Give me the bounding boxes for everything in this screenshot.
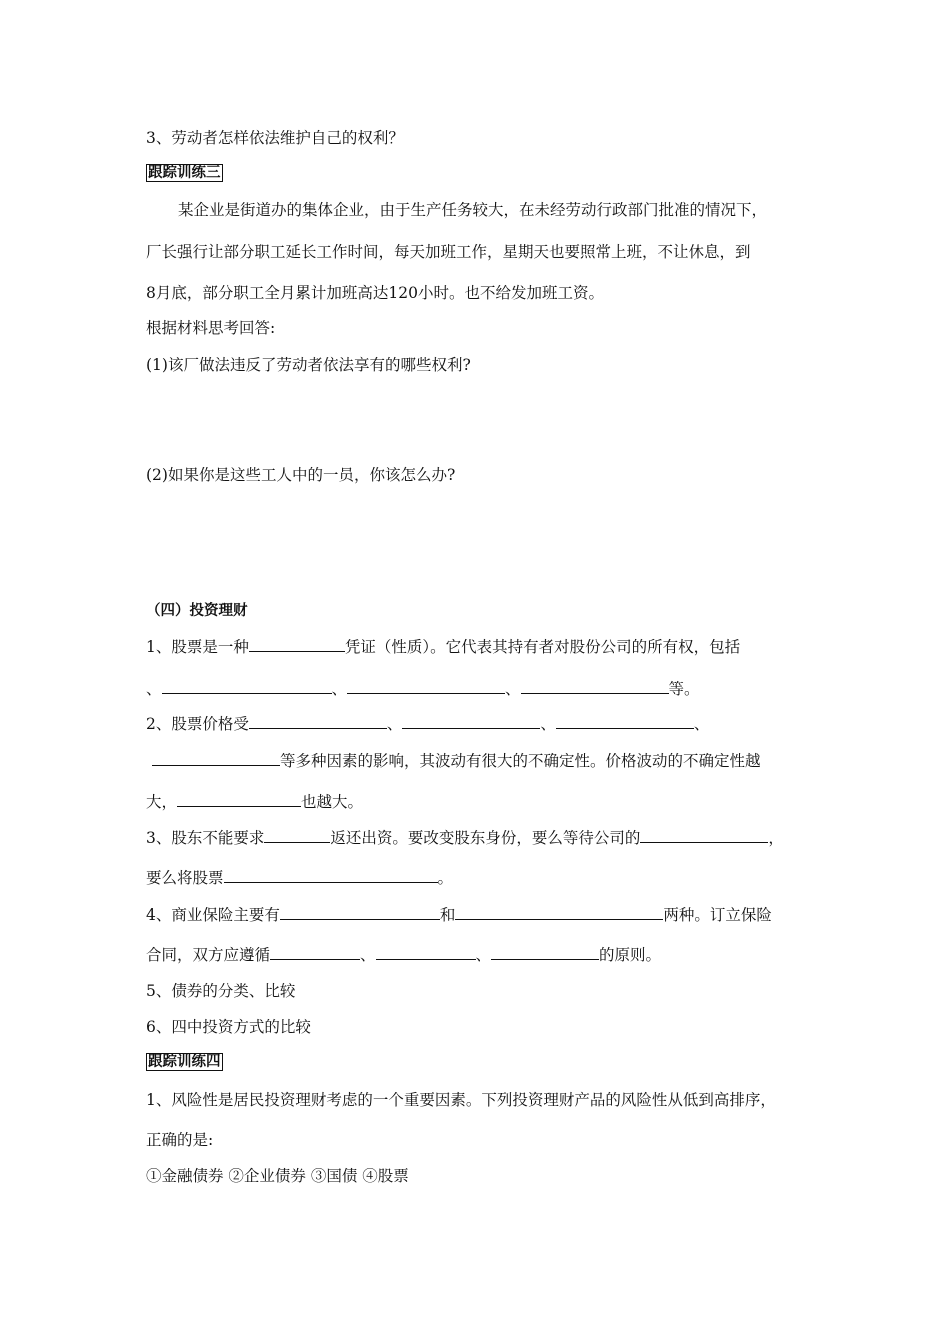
track-4-options: ①金融债券 ②企业债券 ③国债 ④股票	[146, 1167, 409, 1185]
blank-field[interactable]	[491, 945, 599, 960]
blank-field[interactable]	[455, 905, 663, 920]
track-3-heading-line	[146, 162, 223, 183]
item-3-line-1: 3、股东不能要求 返还出资。要改变股东身份，要么等待公司的 ，	[146, 829, 784, 847]
blank-field[interactable]	[270, 945, 360, 960]
blank-field[interactable]	[264, 828, 330, 843]
blank-field[interactable]	[162, 679, 332, 694]
section-4-title: （四）投资理财	[146, 603, 248, 619]
item-5: 5、债券的分类、比较	[146, 982, 296, 1000]
track-4-heading-line	[146, 1051, 223, 1072]
item-2-line-3: 大， 也越大。	[146, 793, 364, 811]
blank-field[interactable]	[280, 905, 440, 920]
item-4-line-2: 合同，双方应遵循 、 、 的原则。	[146, 946, 662, 964]
item-3-line-2: 要么将股票 。	[146, 869, 454, 887]
blank-field[interactable]	[556, 714, 694, 729]
material-para-line-2: 厂长强行让部分职工延长工作时间，每天加班工作，星期天也要照常上班，不让休息，到	[146, 243, 751, 261]
item-2-line-1: 2、股票价格受 、 、 、	[146, 715, 710, 733]
item-4-line-1: 4、商业保险主要有 和 两种。订立保险	[146, 906, 772, 924]
item-1-line-1: 1、股票是一种 凭证（性质）。它代表其持有者对股份公司的所有权，包括	[146, 638, 741, 656]
blank-field[interactable]	[521, 679, 669, 694]
blank-field[interactable]	[249, 714, 387, 729]
blank-field[interactable]	[152, 751, 280, 766]
track-4-question-1-line-1: 1、风险性是居民投资理财考虑的一个重要因素。下列投资理财产品的风险性从低到高排序，	[146, 1091, 776, 1109]
track-3-heading: 跟踪训练三	[148, 165, 221, 181]
sub-question-2: (2)如果你是这些工人中的一员，你该怎么办?	[146, 466, 456, 484]
blank-field[interactable]	[376, 945, 476, 960]
track-4-question-1-line-2: 正确的是:	[146, 1131, 214, 1149]
item-2-line-2: 等多种因素的影响，其波动有很大的不确定性。价格波动的不确定性越	[152, 751, 761, 771]
blank-field[interactable]	[224, 868, 438, 883]
item-6: 6、四中投资方式的比较	[146, 1018, 311, 1036]
blank-field[interactable]	[249, 637, 345, 652]
track-4-heading: 跟踪训练四	[148, 1054, 221, 1070]
blank-field[interactable]	[177, 792, 301, 807]
blank-field[interactable]	[640, 828, 768, 843]
blank-field[interactable]	[402, 714, 540, 729]
blank-field[interactable]	[347, 679, 505, 694]
material-para-line-3: 8月底，部分职工全月累计加班高达120小时。也不给发加班工资。	[146, 284, 604, 302]
material-para-line-1: 某企业是街道办的集体企业，由于生产任务较大，在未经劳动行政部门批准的情况下，	[178, 201, 768, 219]
question-3-rights: 3、劳动者怎样依法维护自己的权利？	[146, 129, 404, 147]
material-prompt: 根据材料思考回答:	[146, 319, 276, 337]
item-1-line-2: 、 、 、 等。	[146, 680, 700, 698]
sub-question-1: (1)该厂做法违反了劳动者依法享有的哪些权利?	[146, 356, 471, 374]
